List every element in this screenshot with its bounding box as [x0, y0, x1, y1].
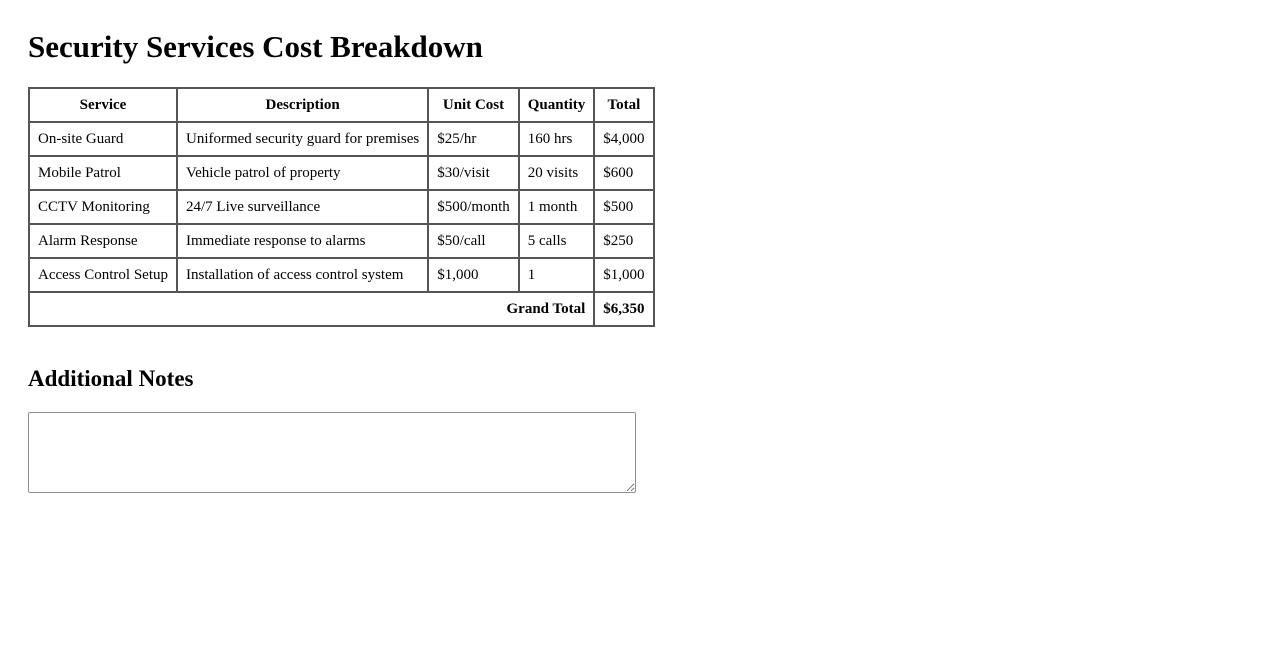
cell-total: $500	[594, 190, 653, 224]
header-quantity: Quantity	[519, 88, 595, 122]
cell-description: Immediate response to alarms	[177, 224, 428, 258]
cell-unit-cost: $25/hr	[428, 122, 519, 156]
cell-unit-cost: $30/visit	[428, 156, 519, 190]
cell-total: $1,000	[594, 258, 653, 292]
header-row	[29, 88, 654, 122]
notes-heading: Additional Notes	[28, 366, 194, 391]
cell-service: Access Control Setup	[29, 258, 177, 292]
cell-description: 24/7 Live surveillance	[177, 190, 428, 224]
cell-quantity: 160 hrs	[519, 122, 595, 156]
table-row	[29, 190, 654, 224]
additional-notes-textarea[interactable]	[28, 412, 636, 493]
grand-total-label: Grand Total	[29, 292, 594, 326]
cell-service: On-site Guard	[29, 122, 177, 156]
table-row	[29, 122, 654, 156]
cell-quantity: 1 month	[519, 190, 595, 224]
grand-total-value: $6,350	[594, 292, 653, 326]
table-row	[29, 224, 654, 258]
table-row	[29, 258, 654, 292]
cell-quantity: 5 calls	[519, 224, 595, 258]
cell-description: Vehicle patrol of property	[177, 156, 428, 190]
table-footer	[29, 292, 654, 326]
cell-service: CCTV Monitoring	[29, 190, 177, 224]
cell-description: Uniformed security guard for premises	[177, 122, 428, 156]
cell-description: Installation of access control system	[177, 258, 428, 292]
cell-total: $4,000	[594, 122, 653, 156]
cost-table	[28, 87, 655, 327]
header-total: Total	[594, 88, 653, 122]
cell-service: Alarm Response	[29, 224, 177, 258]
cell-quantity: 1	[519, 258, 595, 292]
cell-unit-cost: $1,000	[428, 258, 519, 292]
cell-total: $600	[594, 156, 653, 190]
cell-quantity: 20 visits	[519, 156, 595, 190]
cell-service: Mobile Patrol	[29, 156, 177, 190]
header-description: Description	[177, 88, 428, 122]
cell-unit-cost: $500/month	[428, 190, 519, 224]
table-row	[29, 156, 654, 190]
cell-unit-cost: $50/call	[428, 224, 519, 258]
grand-total-row	[29, 292, 654, 326]
table-body	[29, 122, 654, 292]
cell-total: $250	[594, 224, 653, 258]
table-header	[29, 88, 654, 122]
page-title: Security Services Cost Breakdown	[28, 29, 483, 64]
header-service: Service	[29, 88, 177, 122]
header-unit-cost: Unit Cost	[428, 88, 519, 122]
